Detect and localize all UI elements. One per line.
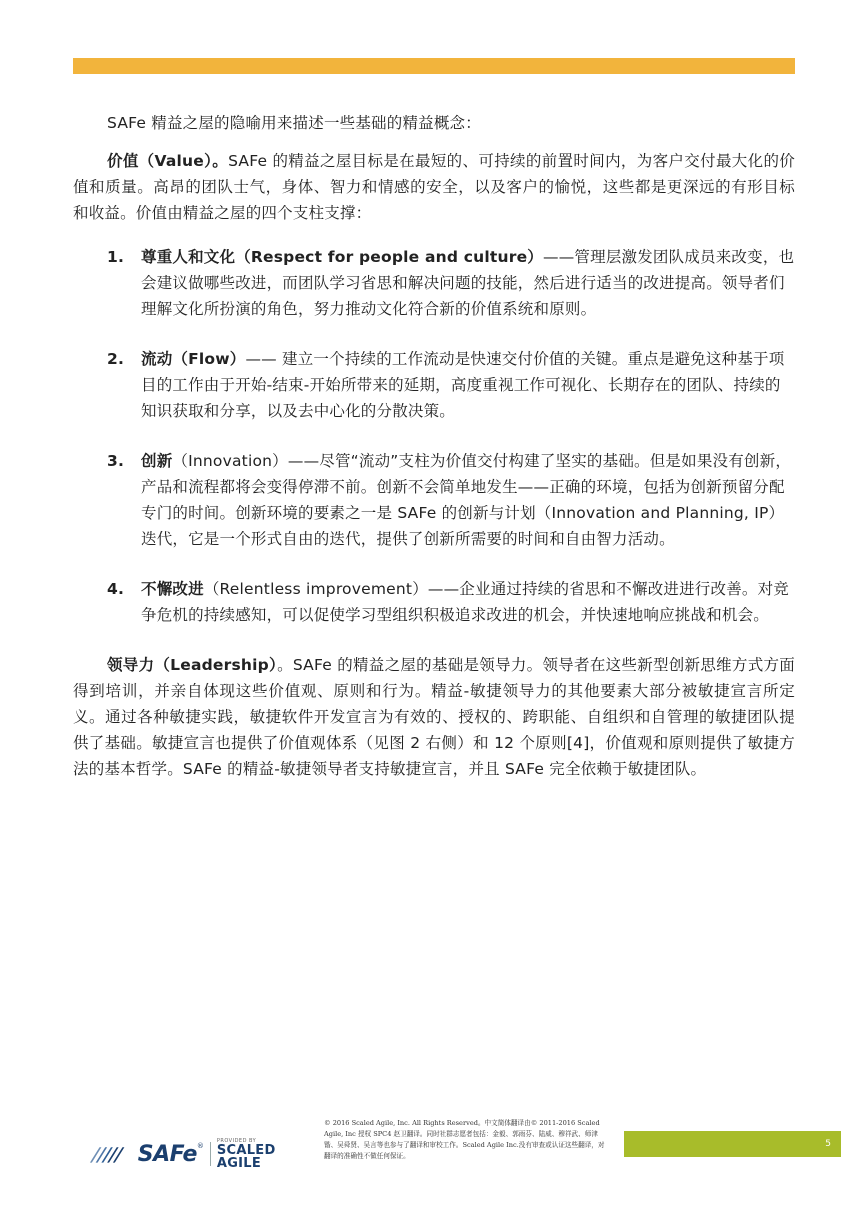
- scaled-agile-label: SCALED AGILE: [216, 1142, 276, 1171]
- page-number: 5: [825, 1139, 831, 1149]
- pillar-text: —— 建立一个持续的工作流动是快速交付价值的关键。重点是避免这种基于项目的工作由于开始-结束-开始所带来的延期，高度重视工作可视化、长期存在的团队、持续的知识获取和分享，以及去中心化的分散决策。: [141, 350, 785, 420]
- pillar-text: （Innovation）——尽管“流动”支柱为价值交付构建了坚实的基础。但是如果没有创新，产品和流程都将会变得停滞不前。创新不会简单地发生——正确的环境，包括为创新预留分配专门的时间。创新环境的要素之一是 SAFe 的创新与计划（Innovation and Planning, IP）迭代，它是一个形式自由的迭代，提供了创新所需要的时间和自由智力活动。: [141, 452, 792, 548]
- list-item: [73, 244, 795, 322]
- logo-divider: [210, 1142, 211, 1166]
- list-item: [73, 576, 795, 628]
- header-accent-bar: [73, 58, 795, 74]
- list-item: [73, 346, 795, 424]
- list-number: 4.: [107, 580, 125, 598]
- value-text: SAFe 的精益之屋目标是在最短的、可持续的前置时间内，为客户交付最大化的价值和质量。高昂的团队士气，身体、智力和情感的安全，以及客户的愉悦，这些都是更深远的有形目标和收益。价值由精益之屋的四个支柱支撑：: [73, 152, 796, 222]
- value-paragraph: [73, 148, 795, 226]
- value-term: 价值（Value）。: [107, 152, 229, 170]
- pillar-term: 流动（Flow）: [141, 350, 246, 368]
- pillar-term: 不懈改进: [141, 580, 204, 598]
- pillar-list: [73, 244, 795, 628]
- safe-stripes-icon: [88, 1143, 138, 1165]
- safe-logo: [88, 1137, 320, 1171]
- leadership-term: 领导力（Leadership）: [107, 656, 278, 674]
- pillar-term: 尊重人和文化（Respect for people and culture）: [141, 248, 544, 266]
- list-item: [73, 448, 795, 552]
- list-number: 3.: [107, 452, 125, 470]
- list-number: 2.: [107, 350, 125, 368]
- registered-mark: ®: [196, 1141, 204, 1150]
- intro-paragraph: SAFe 精益之屋的隐喻用来描述一些基础的精益概念：: [107, 114, 481, 132]
- logo-word: SAFe: [137, 1141, 197, 1167]
- document-body: [73, 110, 795, 796]
- list-number: 1.: [107, 248, 125, 266]
- page-number-badge: [624, 1131, 841, 1157]
- pillar-term: 创新: [141, 452, 173, 470]
- provided-by-label: PROVIDED BY: [216, 1137, 257, 1144]
- leadership-text: 。SAFe 的精益之屋的基础是领导力。领导者在这些新型创新思维方式方面得到培训，并亲自体现这些价值观、原则和行为。精益-敏捷领导力的其他要素大部分被敏捷宣言所定义。通过各种敏捷实践，敏捷软件开发宣言为有效的、授权的、跨职能、自组织和自管理的敏捷团队提供了基础。敏捷宣言也提供了价值观体系（见图 2 右侧）和 12 个原则[4]，价值观和原则提供了敏捷方法的基本哲学。SAFe 的精益-敏捷领导者支持敏捷宣言，并且 SAFe 完全依赖于敏捷团队。: [73, 656, 795, 778]
- leadership-paragraph: [73, 652, 795, 782]
- pillar-text: ——管理层激发团队成员来改变，也会建议做哪些改进，而团队学习省思和解决问题的技能，然后进行适当的改进提高。领导者们理解文化所扮演的角色，努力推动文化符合新的价值系统和原则。: [141, 248, 795, 318]
- pillar-text: （Relentless improvement）——企业通过持续的省思和不懈改进进行改善。对竞争危机的持续感知，可以促使学习型组织积极追求改进的机会，并快速地响应挑战和机会。: [141, 580, 789, 624]
- copyright-notice: © 2016 Scaled Agile, Inc. All Rights Reserved。中文简体翻译由© 2011-2016 Scaled Agile, Inc 授权 SPC4 赵卫翻译。同时社群志愿者包括：金毅、郭雨芬、陆威、穆祥武、师津锴、吴舜贤、吴言等也参与了翻译和审校工作。Scaled Agile Inc.没有审查或认证这些翻译，对翻译的准确性不做任何保证。: [324, 1119, 605, 1160]
